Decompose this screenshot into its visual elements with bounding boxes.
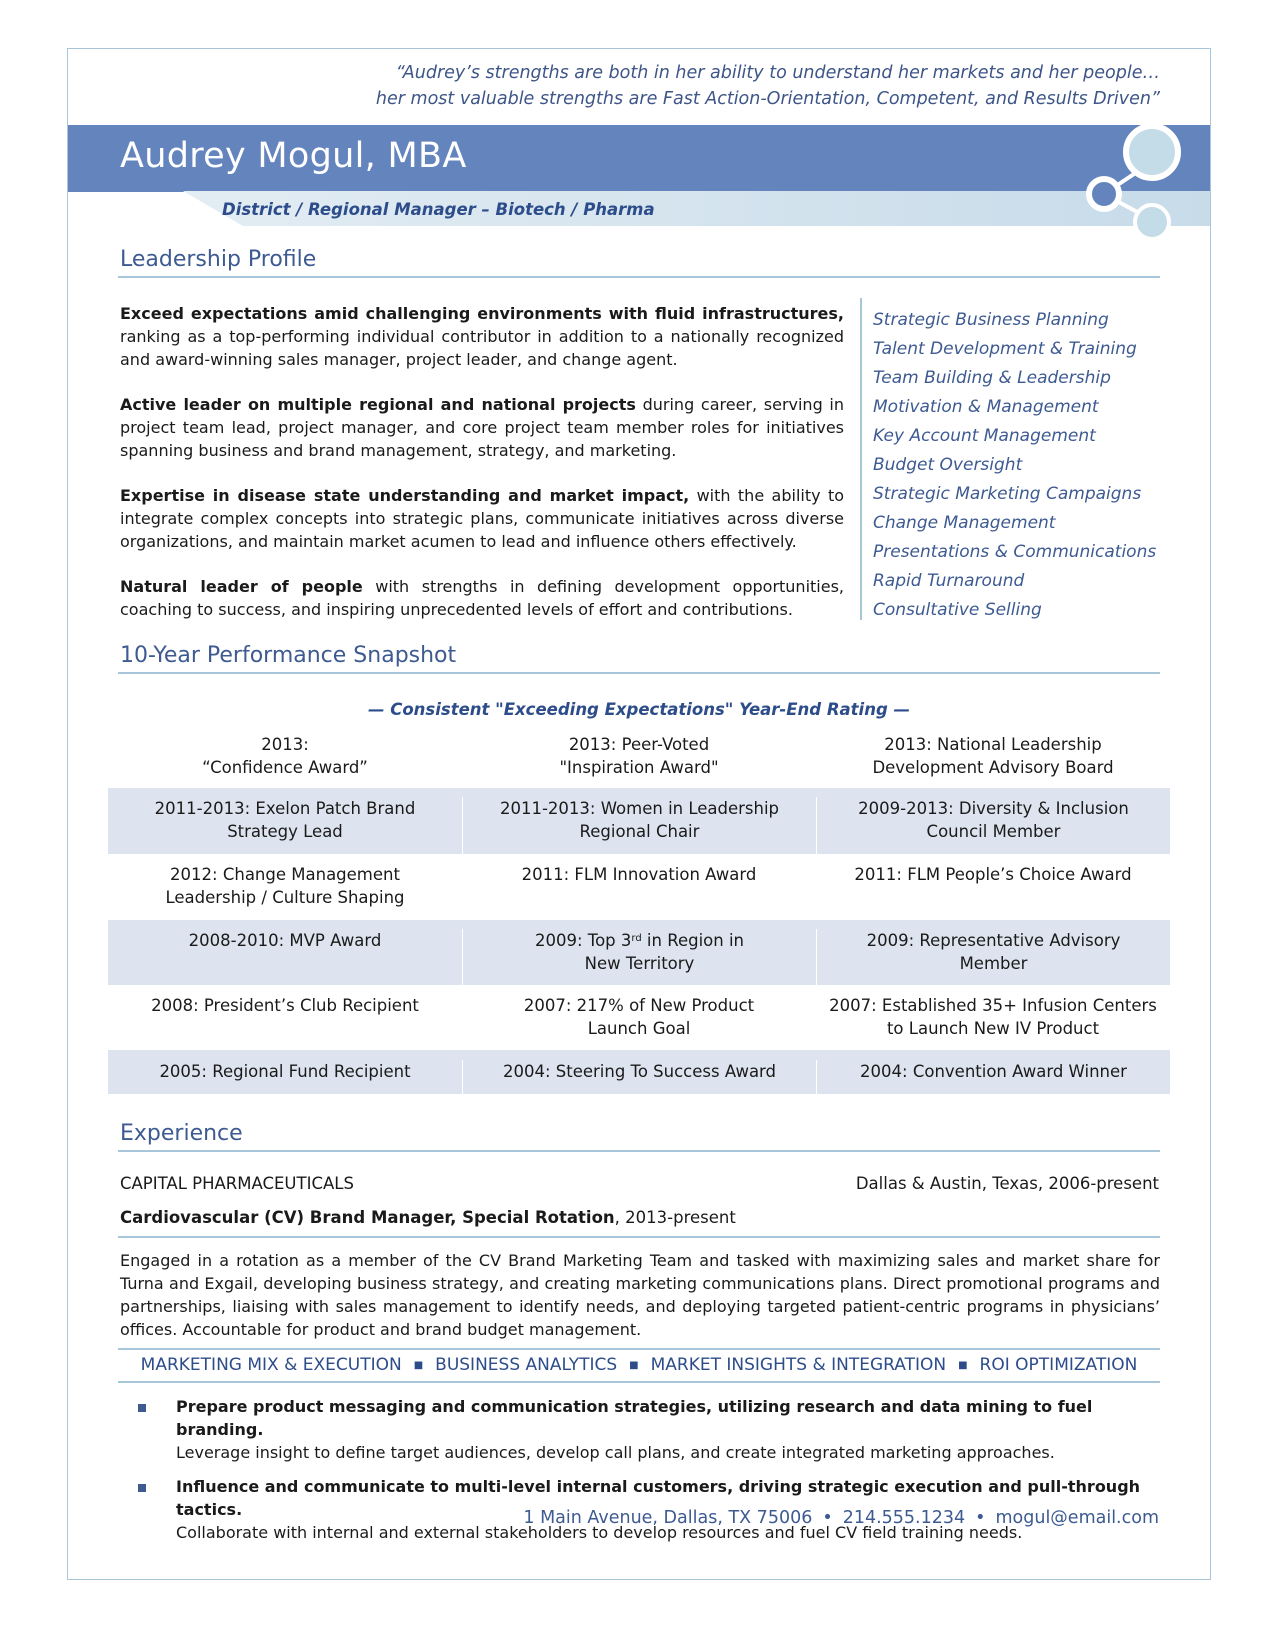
profile-paragraph <box>120 575 844 621</box>
achievement-row <box>108 920 1170 985</box>
skill-item: Key Account Management <box>873 426 1096 446</box>
bullet-lead: Prepare product messaging and communication strategies, utilizing research and data mining to fuel branding. <box>176 1397 1093 1439</box>
core-skills-list <box>873 306 1156 625</box>
achievement-text: 2009-2013: Diversity & Inclusion <box>858 799 1129 818</box>
square-bullet-icon <box>138 1404 146 1412</box>
molecule-icon <box>1068 122 1218 254</box>
contact-address: 1 Main Avenue, Dallas, TX 75006 <box>523 1508 813 1528</box>
testimonial-quote <box>260 60 1160 112</box>
achievement-cell <box>816 733 1170 788</box>
profile-text: with strengths in defining development opportunities, coaching to success, and inspiring unprecedented levels of effort and contributions. <box>120 577 845 619</box>
achievement-text: Member <box>959 954 1028 973</box>
role-description: Engaged in a rotation as a member of the CV Brand Marketing Team and tasked with maximizing sales and market share for Turna and Exgail, developing business strategy, and creating marketing communications plans. Direct promotional programs and partnerships, liaising with sales management to identify needs, and deploying targeted patient-centric programs in physicians’ offices. Accountable for product and brand budget management. <box>120 1251 1160 1339</box>
achievement-cell <box>108 994 462 1050</box>
quote-line-1: “Audrey’s strengths are both in her ability to understand her markets and her people… <box>395 63 1160 83</box>
achievement-text: to Launch New IV Product <box>886 1019 1100 1038</box>
achievement-cell <box>108 797 462 854</box>
profile-lead: Natural leader of people <box>120 577 363 596</box>
achievement-text: Strategy Lead <box>227 822 343 841</box>
achievement-cell <box>462 863 816 920</box>
achievement-cell <box>108 733 462 788</box>
contact-footer <box>523 1508 1159 1528</box>
separator-dot: • <box>975 1508 986 1528</box>
skill-item: Budget Oversight <box>873 455 1023 475</box>
candidate-name: Audrey Mogul, MBA <box>120 136 467 176</box>
achievement-text: 2008-2010: MVP Award <box>188 931 382 950</box>
section-rule <box>118 672 1160 674</box>
section-title-leadership-profile: Leadership Profile <box>120 247 317 272</box>
skill-item: Change Management <box>873 513 1056 533</box>
section-rule <box>118 1150 1160 1152</box>
achievement-text: New Territory <box>584 954 695 973</box>
square-bullet-icon: ■ <box>958 1359 968 1371</box>
skill-item: Motivation & Management <box>873 397 1099 417</box>
role-dates: , 2013-present <box>614 1208 736 1227</box>
skill-item: Consultative Selling <box>873 600 1042 620</box>
skill-item: Strategic Marketing Campaigns <box>873 484 1142 504</box>
profile-summary <box>120 302 844 643</box>
achievement-text: 2007: Established 35+ Infusion Centers <box>829 996 1157 1015</box>
profile-lead: Exceed expectations amid challenging environments with fluid infrastructures, <box>120 304 844 323</box>
achievement-text: 2013: <box>261 735 309 754</box>
achievement-cell <box>816 797 1170 854</box>
achievement-text: 2013: Peer-Voted <box>568 735 710 754</box>
achievement-text: 2007: 217% of New Product <box>523 996 755 1015</box>
achievement-text: 2013: National Leadership <box>884 735 1102 754</box>
achievement-cell <box>462 797 816 854</box>
ordinal-suffix: rd <box>631 933 642 944</box>
profile-text: ranking as a top-performing individual contributor in addition to a nationally recognized and award-winning sales manager, project leader, and change agent. <box>120 327 844 369</box>
achievement-text: Regional Chair <box>579 822 700 841</box>
achievement-text: 2008: President’s Club Recipient <box>151 996 419 1015</box>
achievement-cell <box>108 929 462 985</box>
achievement-cell <box>816 929 1170 985</box>
focus-area: MARKETING MIX & EXECUTION <box>140 1355 402 1375</box>
separator-dot: • <box>822 1508 833 1528</box>
rating-header: — Consistent "Exceeding Expectations" Year-End Rating — <box>367 700 911 719</box>
bullet-text: Collaborate with internal and external stakeholders to develop resources and fuel CV field training needs. <box>176 1523 1023 1542</box>
achievement-row <box>108 985 1170 1050</box>
role-title: Cardiovascular (CV) Brand Manager, Special Rotation <box>120 1208 615 1227</box>
contact-email[interactable]: mogul@email.com <box>995 1508 1159 1528</box>
profile-paragraph <box>120 302 844 371</box>
achievement-row <box>108 788 1170 854</box>
achievement-text: 2004: Steering To Success Award <box>502 1062 777 1081</box>
profile-lead: Expertise in disease state understanding and market impact, <box>120 486 690 505</box>
company-location: Dallas & Austin, Texas, 2006-present <box>855 1174 1159 1193</box>
focus-area: ROI OPTIMIZATION <box>979 1355 1138 1375</box>
achievement-text: 2004: Convention Award Winner <box>860 1062 1127 1081</box>
achievement-text: Council Member <box>926 822 1061 841</box>
achievement-text: 2011-2013: Women in Leadership <box>499 799 780 818</box>
focus-areas-bar <box>118 1350 1160 1380</box>
achievement-text: “Confidence Award” <box>202 758 368 777</box>
quote-line-2: her most valuable strengths are Fast Action-Orientation, Competent, and Results Driven” <box>375 89 1160 109</box>
bullet-text: Leverage insight to define target audiences, develop call plans, and create integrated marketing approaches. <box>176 1443 1055 1462</box>
section-rule <box>118 276 1160 278</box>
focus-rule <box>118 1381 1160 1383</box>
achievement-text: Launch Goal <box>587 1019 691 1038</box>
profile-text: during career, serving in project team lead, project manager, and core project team member roles for initiatives spanning business and brand management, strategy, and marketing. <box>120 395 844 460</box>
square-bullet-icon: ■ <box>629 1359 639 1371</box>
achievement-cell <box>462 1060 816 1094</box>
achievement-bullets <box>120 1395 1160 1555</box>
achievement-cell <box>462 733 816 788</box>
role-rule <box>118 1236 1160 1238</box>
skill-item: Strategic Business Planning <box>873 310 1109 330</box>
square-bullet-icon: ■ <box>413 1359 424 1371</box>
achievement-text: 2011: FLM People’s Choice Award <box>854 865 1132 884</box>
achievement-text: 2009: Representative Advisory <box>866 931 1121 950</box>
profile-paragraph <box>120 484 844 553</box>
section-title-experience: Experience <box>120 1121 243 1146</box>
skill-item: Presentations & Communications <box>873 542 1157 562</box>
focus-area: MARKET INSIGHTS & INTEGRATION <box>650 1355 947 1375</box>
candidate-subtitle: District / Regional Manager – Biotech / Pharma <box>222 200 655 219</box>
achievement-cell <box>108 1060 462 1094</box>
profile-lead: Active leader on multiple regional and national projects <box>120 395 636 414</box>
achievement-row <box>108 1050 1170 1094</box>
achievement-cell <box>816 994 1170 1050</box>
bullet-item <box>120 1395 1160 1464</box>
bullet-lead: Influence and communicate to multi-level internal customers, driving strategic execution and pull-through tactics. <box>176 1477 1141 1519</box>
achievements-grid <box>108 724 1170 1094</box>
achievement-text: 2009: Top 3 <box>535 931 632 950</box>
achievement-cell <box>816 1060 1170 1094</box>
role-line <box>120 1208 736 1227</box>
skill-item: Team Building & Leadership <box>873 368 1111 388</box>
skill-item: Rapid Turnaround <box>873 571 1025 591</box>
achievement-cell <box>462 929 816 985</box>
focus-area: BUSINESS ANALYTICS <box>435 1355 618 1375</box>
achievement-text: 2005: Regional Fund Recipient <box>159 1062 411 1081</box>
achievement-cell <box>108 863 462 920</box>
skills-divider <box>860 298 862 620</box>
achievement-text: in Region in <box>641 931 744 950</box>
contact-phone[interactable]: 214.555.1234 <box>842 1508 966 1528</box>
achievement-text: 2011-2013: Exelon Patch Brand <box>154 799 416 818</box>
achievement-text: "Inspiration Award" <box>559 758 719 777</box>
achievement-text: 2012: Change Management <box>170 865 400 884</box>
achievement-text: Leadership / Culture Shaping <box>165 888 405 907</box>
achievement-cell <box>816 863 1170 920</box>
square-bullet-icon <box>138 1484 146 1492</box>
profile-text: with the ability to integrate complex concepts into strategic plans, communicate initiatives across diverse organizations, and maintain market acumen to lead and influence others effectively. <box>120 486 845 551</box>
company-name: CAPITAL PHARMACEUTICALS <box>120 1174 354 1193</box>
skill-item: Talent Development & Training <box>873 339 1137 359</box>
achievement-text: 2011: FLM Innovation Award <box>521 865 757 884</box>
section-title-performance-snapshot: 10-Year Performance Snapshot <box>120 643 457 668</box>
achievement-row <box>108 724 1170 788</box>
achievement-text: Development Advisory Board <box>872 758 1114 777</box>
achievement-row <box>108 854 1170 920</box>
achievement-cell <box>462 994 816 1050</box>
profile-paragraph <box>120 393 844 462</box>
